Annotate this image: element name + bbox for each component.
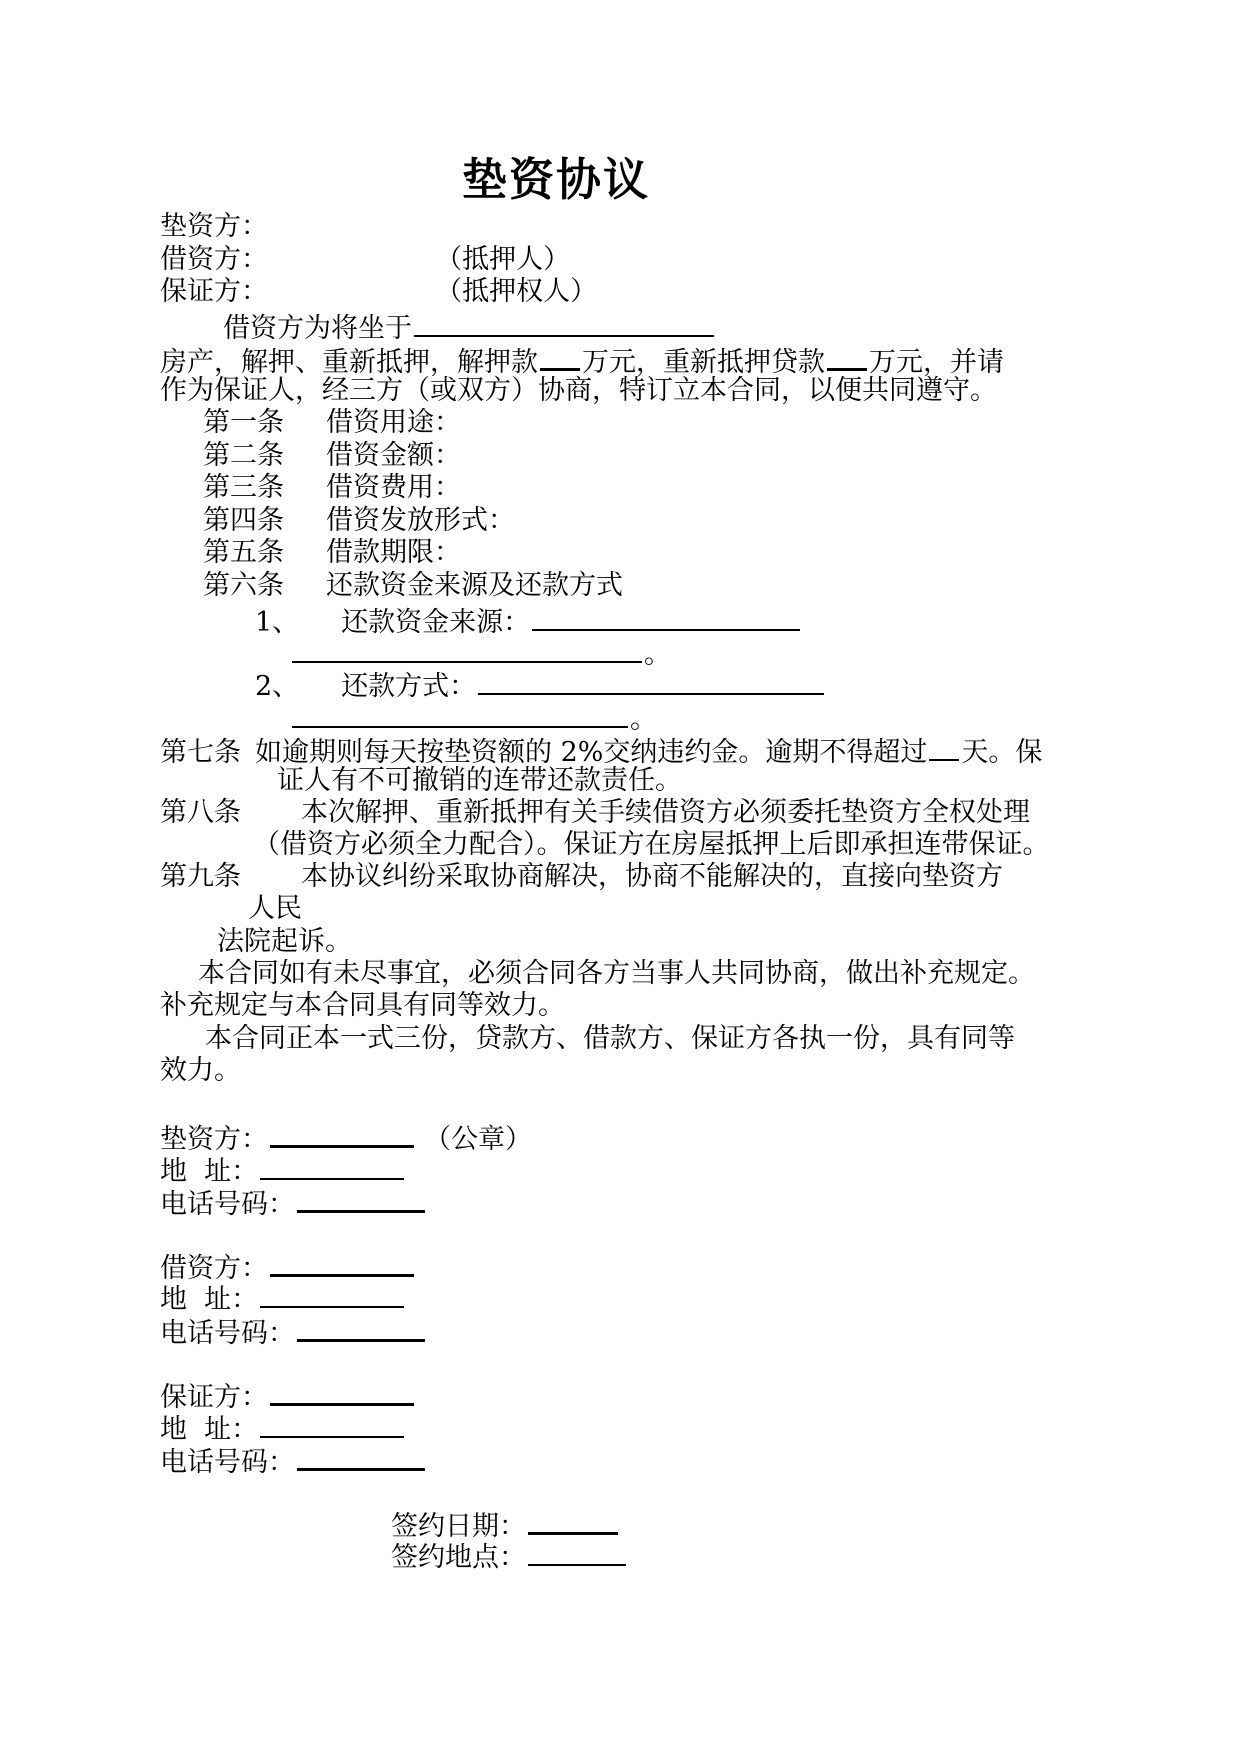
intro-line-1: [160, 342, 1004, 379]
sig-guarantor: [160, 1377, 416, 1414]
sig-guarantor-address: [160, 1410, 406, 1446]
intro-text-a: 房产，解押、重新抵押，解押款: [160, 347, 538, 378]
lender-label: 垫资方：: [160, 211, 268, 242]
article-text-c: 证人有不可撤销的连带还款责任。: [277, 765, 682, 796]
guarantor-address-blank[interactable]: [260, 1410, 404, 1438]
intro-text-c: 万元，并请: [869, 347, 1004, 378]
repayment-item-1-cont: [290, 635, 671, 671]
item-num: 2、: [255, 671, 300, 702]
article-num: 第六条: [203, 570, 284, 601]
article-num: 第五条: [203, 537, 284, 568]
article-1: [203, 407, 461, 439]
repayment-item-2-cont: [290, 700, 657, 736]
document-title: 垫资协议: [462, 153, 651, 206]
article-num: 第一条: [203, 407, 284, 438]
sig-label: 垫资方：: [160, 1124, 268, 1155]
sig-label: 借资方：: [160, 1253, 268, 1284]
repayment-source-blank-2[interactable]: [292, 635, 642, 663]
item-end: 。: [630, 704, 657, 735]
sig-lender: [160, 1119, 532, 1156]
closing-p1-line2: [160, 990, 565, 1022]
phone-label: 电话号码：: [160, 1447, 295, 1478]
release-amount-blank[interactable]: [540, 342, 580, 371]
guarantor-line: [160, 276, 597, 308]
borrower-label: 借资方：: [160, 244, 268, 275]
article-4: [203, 505, 515, 537]
overdue-days-blank[interactable]: [929, 733, 959, 761]
closing-text: 效力。: [160, 1055, 241, 1086]
article-text: 借款期限：: [326, 537, 461, 568]
article-text-b: 人民: [248, 893, 302, 924]
article-9-cont-2: [217, 926, 352, 958]
sig-borrower-phone: [160, 1313, 427, 1350]
sign-place-blank[interactable]: [528, 1538, 626, 1566]
article-num: 第七条: [160, 737, 241, 768]
repayment-method-blank[interactable]: [478, 667, 824, 695]
article-text: 借资费用：: [326, 472, 461, 503]
sign-place: [391, 1538, 628, 1574]
lender-line: [160, 211, 268, 243]
intro-line-2: [160, 375, 997, 407]
sig-lender-phone: [160, 1184, 427, 1221]
repayment-item-2: [255, 667, 826, 703]
address-label: 地 址：: [160, 1284, 259, 1315]
repayment-method-blank-2[interactable]: [292, 700, 628, 728]
article-8-cont: [253, 829, 1050, 861]
closing-text: 本合同如有未尽事宜，必须合同各方当事人共同协商，做出补充规定。: [198, 958, 1035, 989]
article-text: 如逾期则每天按垫资额的 2%交纳违约金。逾期不得超过: [255, 737, 928, 768]
guarantor-role: （抵押权人）: [435, 276, 598, 307]
property-intro-line: [223, 309, 716, 345]
article-num: 第三条: [203, 472, 284, 503]
article-text: 借资发放形式：: [326, 505, 515, 536]
property-address-blank[interactable]: [414, 309, 714, 337]
article-2: [203, 440, 461, 472]
article-text: 借资金额：: [326, 440, 461, 471]
article-text: 本协议纠纷采取协商解决，协商不能解决的，直接向垫资方: [301, 861, 1003, 892]
guarantor-sign-blank[interactable]: [270, 1377, 414, 1406]
article-text-b: 天。保: [961, 737, 1043, 768]
article-9: [160, 861, 1003, 893]
article-num: 第九条: [160, 861, 241, 892]
article-7: [160, 733, 1042, 769]
property-intro: 借资方为将坐于: [223, 313, 412, 344]
borrower-line: [160, 244, 570, 276]
sig-label: 保证方：: [160, 1382, 268, 1413]
closing-p1-line1: [198, 958, 1035, 990]
article-7-cont: [277, 765, 682, 797]
sign-date-blank[interactable]: [528, 1506, 618, 1535]
sig-guarantor-phone: [160, 1442, 427, 1479]
article-9-cont-1: [248, 893, 302, 925]
article-text-c: 法院起诉。: [217, 926, 352, 957]
article-8: [160, 797, 1030, 829]
guarantor-phone-blank[interactable]: [297, 1442, 425, 1471]
lender-address-blank[interactable]: [260, 1152, 404, 1180]
lender-sign-blank[interactable]: [270, 1119, 414, 1148]
article-text: 本次解押、重新抵押有关手续借资方必须委托垫资方全权处理: [301, 797, 1030, 828]
address-label: 地 址：: [160, 1414, 259, 1445]
phone-label: 电话号码：: [160, 1189, 295, 1220]
lender-phone-blank[interactable]: [297, 1184, 425, 1213]
closing-p2-line2: [160, 1055, 241, 1087]
article-text: 借资用途：: [326, 407, 461, 438]
closing-text: 本合同正本一式三份，贷款方、借款方、保证方各执一份，具有同等: [205, 1023, 1015, 1054]
article-text-b: （借资方必须全力配合）。保证方在房屋抵押上后即承担连带保证。: [253, 829, 1050, 860]
sig-borrower-address: [160, 1280, 406, 1316]
repayment-source-blank[interactable]: [532, 603, 800, 631]
closing-text: 补充规定与本合同具有同等效力。: [160, 990, 565, 1021]
article-num: 第四条: [203, 505, 284, 536]
borrower-sign-blank[interactable]: [270, 1248, 414, 1277]
intro-text-b: 万元，重新抵押贷款: [582, 347, 825, 378]
item-end: 。: [644, 639, 671, 670]
borrower-address-blank[interactable]: [260, 1280, 404, 1308]
article-num: 第二条: [203, 440, 284, 471]
borrower-phone-blank[interactable]: [297, 1313, 425, 1342]
article-num: 第八条: [160, 797, 241, 828]
place-label: 签约地点：: [391, 1542, 526, 1573]
intro-text-2: 作为保证人，经三方（或双方）协商，特订立本合同，以便共同遵守。: [160, 375, 997, 406]
guarantor-label: 保证方：: [160, 276, 268, 307]
date-label: 签约日期：: [391, 1511, 526, 1542]
sig-lender-address: [160, 1152, 406, 1188]
phone-label: 电话号码：: [160, 1318, 295, 1349]
item-num: 1、: [255, 607, 300, 638]
article-3: [203, 472, 461, 504]
borrower-role: （抵押人）: [435, 244, 571, 275]
article-text: 还款资金来源及还款方式: [326, 570, 623, 601]
address-label: 地 址：: [160, 1156, 259, 1187]
item-text: 还款方式：: [341, 671, 477, 702]
repayment-item-1: [255, 603, 802, 639]
item-text: 还款资金来源：: [341, 607, 531, 638]
article-5: [203, 537, 461, 569]
article-6: [203, 570, 623, 602]
new-mortgage-amount-blank[interactable]: [827, 342, 867, 371]
closing-p2-line1: [205, 1023, 1015, 1055]
seal-label: （公章）: [424, 1124, 532, 1155]
